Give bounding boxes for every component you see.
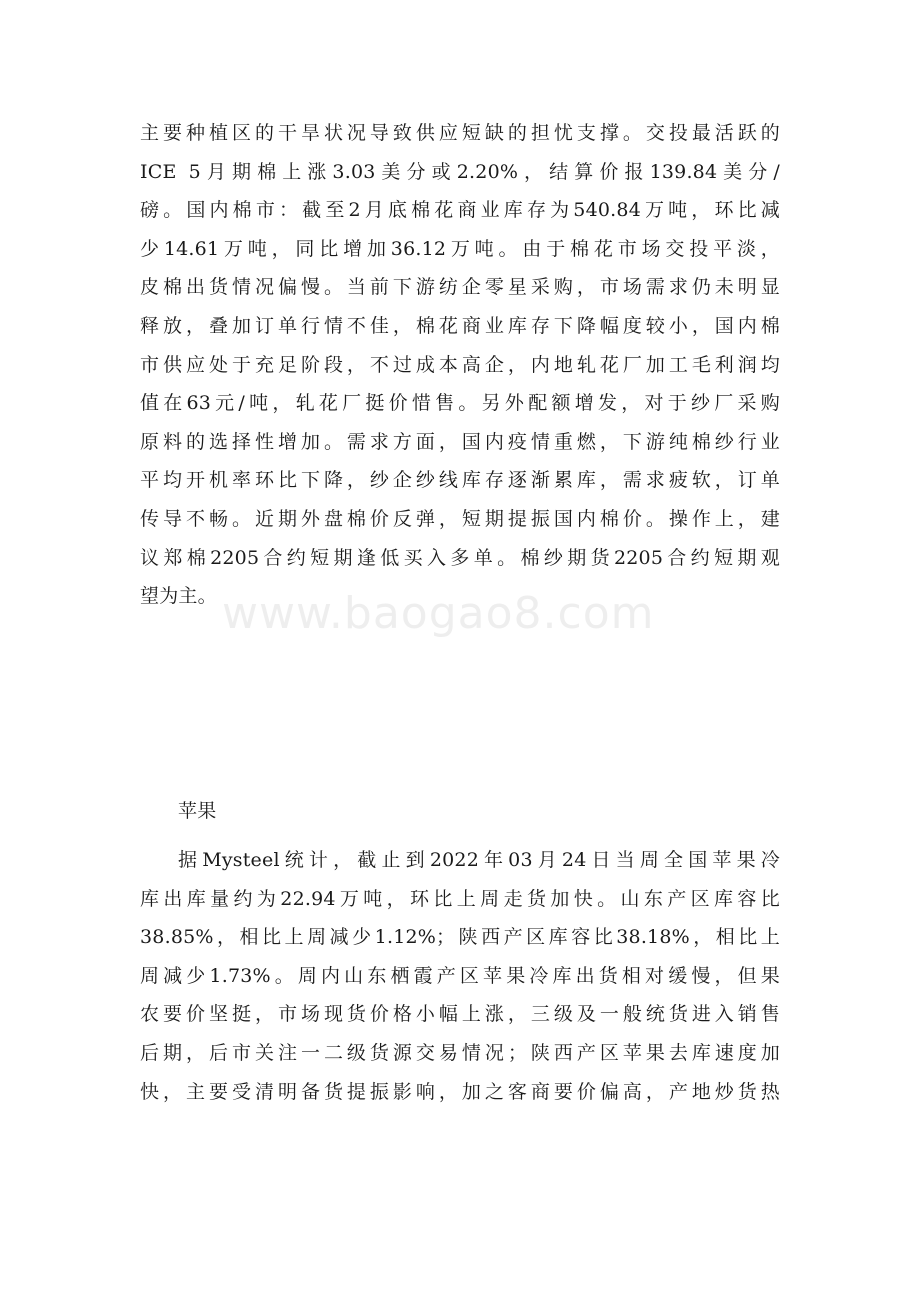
text-line: 主要种植区的干旱状况导致供应短缺的担忧支撑。交投最活跃的: [140, 122, 780, 144]
text-line: 议郑棉2205合约短期逢低买入多单。棉纱期货2205合约短期观: [140, 546, 780, 569]
text-line: 磅。国内棉市：截至2月底棉花商业库存为540.84万吨，环比减: [140, 199, 780, 222]
text-line: 周减少1.73%。周内山东栖霞产区苹果冷库出货相对缓慢，但果: [140, 964, 780, 987]
apple-section-heading: [140, 792, 780, 831]
text-line: 原料的选择性增加。需求方面，国内疫情重燃，下游纯棉纱行业: [140, 430, 780, 453]
watermark: www.baogao8.com: [222, 588, 655, 639]
text-line: 皮棉出货情况偏慢。当前下游纺企零星采购，市场需求仍未明显: [140, 276, 780, 299]
text-line: 38.85%，相比上周减少1.12%；陕西产区库容比38.18%，相比上: [140, 926, 780, 949]
text-line: 农要价坚挺，市场现货价格小幅上涨，三级及一般统货进入销售: [140, 1003, 780, 1026]
apple-paragraph: [140, 841, 780, 1111]
text-line: 少14.61万吨，同比增加36.12万吨。由于棉花市场交投平淡，: [140, 237, 780, 260]
text-line: 快，主要受清明备货提振影响，加之客商要价偏高，产地炒货热: [140, 1080, 780, 1103]
text-line: 传导不畅。近期外盘棉价反弹，短期提振国内棉价。操作上，建: [140, 507, 780, 530]
text-line: 库出库量约为22.94万吨，环比上周走货加快。山东产区库容比: [140, 887, 780, 910]
text-line: 平均开机率环比下降，纱企纱线库存逐渐累库，需求疲软，订单: [140, 469, 780, 492]
text-line: 市供应处于充足阶段，不过成本高企，内地轧花厂加工毛利润均: [140, 353, 780, 376]
text-line: 值在63元/吨，轧花厂挺价惜售。另外配额增发，对于纱厂采购: [140, 392, 780, 415]
text-line: 望为主。: [140, 585, 217, 608]
text-line: 据Mysteel统计，截止到2022年03月24日当周全国苹果冷: [178, 849, 780, 871]
text-line: ICE 5月期棉上涨3.03美分或2.20%，结算价报139.84美分/: [140, 160, 780, 183]
text-line: 后期，后市关注一二级货源交易情况；陕西产区苹果去库速度加: [140, 1041, 780, 1064]
section-heading: 苹果: [178, 800, 217, 822]
cotton-paragraph: [140, 114, 780, 616]
text-line: 释放，叠加订单行情不佳，棉花商业库存下降幅度较小，国内棉: [140, 314, 780, 337]
